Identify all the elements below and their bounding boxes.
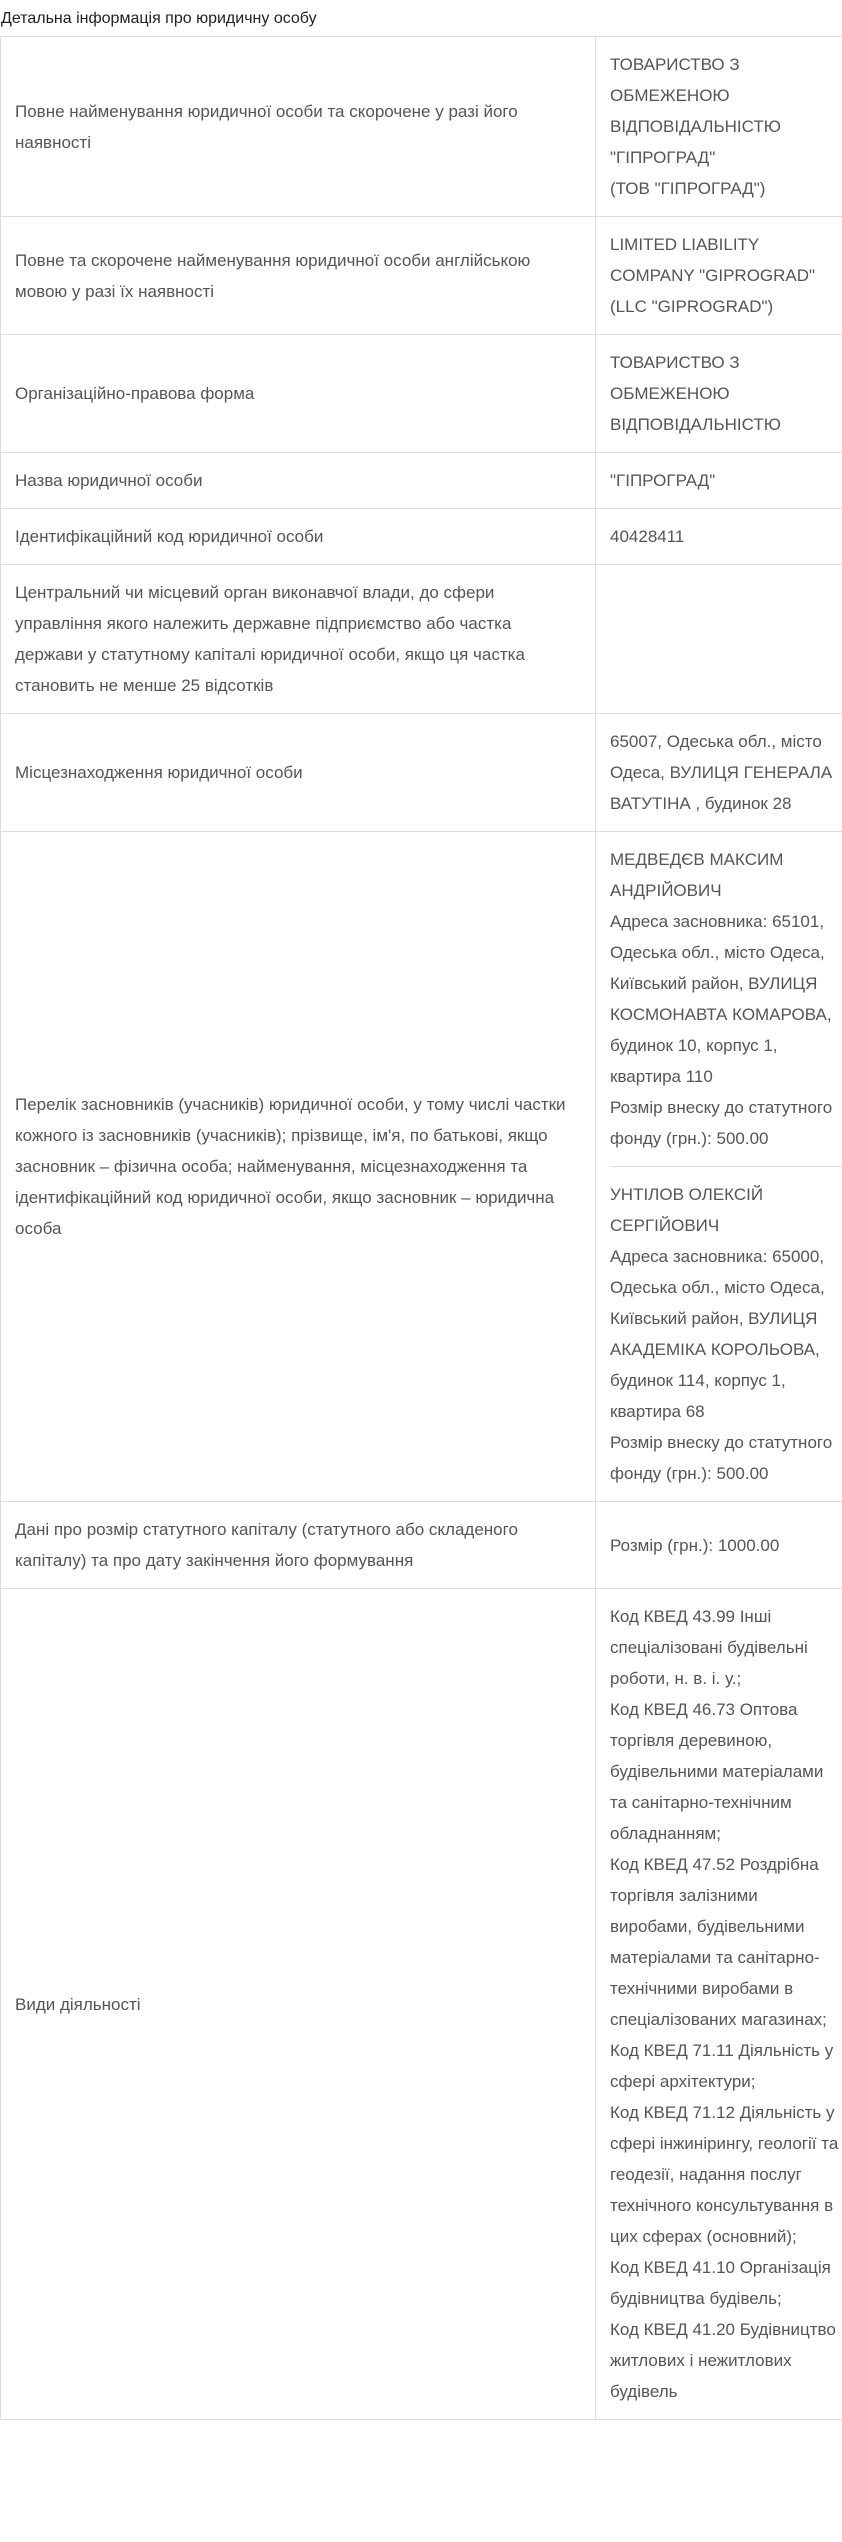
table-row-governing-authority (1, 565, 842, 714)
table-row-english-name (1, 217, 842, 335)
activities-list (596, 1589, 842, 2420)
row-label: Організаційно-правова форма (1, 335, 596, 453)
founder-entry (610, 1166, 842, 1489)
value-line: LIMITED LIABILITY COMPANY "GIPROGRAD" (610, 235, 816, 285)
row-label: Місцезнаходження юридичної особи (1, 714, 596, 832)
table-row-capital (1, 1502, 842, 1589)
row-label: Види діяльності (1, 1589, 596, 2420)
table-row-id-code (1, 509, 842, 565)
table-row-entity-name (1, 453, 842, 509)
founder-address: Адреса засновника: 65000, Одеська обл., місто Одеса, Київський район, ВУЛИЦЯ АКАДЕМІКА КОРОЛЬОВА, будинок 114, корпус 1, квартира 68 (610, 1247, 825, 1421)
row-value (596, 509, 842, 565)
activity-item: Код КВЕД 47.52 Роздрібна торгівля залізними виробами, будівельними матеріалами та санітарно-технічними виробами в спеціалізованих магазинах; (610, 1855, 827, 2029)
activity-item: Код КВЕД 46.73 Оптова торгівля деревиною, будівельними матеріалами та санітарно-технічним обладнанням; (610, 1700, 824, 1843)
value-line: ТОВАРИСТВО З ОБМЕЖЕНОЮ ВІДПОВІДАЛЬНІСТЮ (610, 353, 781, 434)
row-value (596, 335, 842, 453)
value-line: 40428411 (610, 527, 685, 546)
value-line: (LLC "GIPROGRAD") (610, 297, 774, 316)
activity-item: Код КВЕД 71.12 Діяльність у сфері інжинірингу, геології та геодезії, надання послуг технічного консультування в цих сферах (основний); (610, 2103, 839, 2246)
row-value (596, 714, 842, 832)
row-label: Дані про розмір статутного капіталу (статутного або складеного капіталу) та про дату закінчення його формування (1, 1502, 596, 1589)
table-row-location (1, 714, 842, 832)
page-title: Детальна інформація про юридичну особу (1, 10, 317, 27)
table-row-activities (1, 1589, 842, 2420)
activity-item: Код КВЕД 41.20 Будівництво житлових і нежитлових будівель (610, 2320, 836, 2401)
table-row-legal-form (1, 335, 842, 453)
founders-list (596, 832, 842, 1502)
activity-item: Код КВЕД 71.11 Діяльність у сфері архітектури; (610, 2041, 834, 2091)
founder-name: УНТІЛОВ ОЛЕКСІЙ СЕРГІЙОВИЧ (610, 1185, 764, 1235)
activity-item: Код КВЕД 43.99 Інші спеціалізовані будівельні роботи, н. в. і. у.; (610, 1607, 808, 1688)
row-label: Перелік засновників (учасників) юридичної особи, у тому числі частки кожного із засновників (учасників); прізвище, ім'я, по батькові, якщо засновник – фізична особа; найменування, місцезнаходження та ідентифікаційний код юридичної особи, якщо засновник – юридична особа (1, 832, 596, 1502)
row-value (596, 453, 842, 509)
row-label: Ідентифікаційний код юридичної особи (1, 509, 596, 565)
founder-address: Адреса засновника: 65101, Одеська обл., місто Одеса, Київський район, ВУЛИЦЯ КОСМОНАВТА КОМАРОВА, будинок 10, корпус 1, квартира 110 (610, 912, 832, 1086)
value-line: 65007, Одеська обл., місто Одеса, ВУЛИЦЯ ГЕНЕРАЛА ВАТУТІНА , будинок 28 (610, 732, 833, 813)
value-line: "ГІПРОГРАД" (610, 471, 716, 490)
row-value: Розмір (грн.): 1000.00 (596, 1502, 842, 1589)
row-value (596, 37, 842, 217)
legal-entity-info-table (0, 36, 842, 2420)
activity-item: Код КВЕД 41.10 Організація будівництва будівель; (610, 2258, 831, 2308)
value-line: (ТОВ "ГІПРОГРАД") (610, 179, 766, 198)
table-row-full-name (1, 37, 842, 217)
row-label: Центральний чи місцевий орган виконавчої влади, до сфери управління якого належить державне підприємство або частка держави у статутному капіталі юридичної особи, якщо ця частка становить не менше 25 відсотків (1, 565, 596, 714)
value-line: ТОВАРИСТВО З ОБМЕЖЕНОЮ ВІДПОВІДАЛЬНІСТЮ "ГІПРОГРАД" (610, 55, 781, 167)
table-row-founders (1, 832, 842, 1502)
row-label: Повне найменування юридичної особи та скорочене у разі його наявності (1, 37, 596, 217)
founder-contribution: Розмір внеску до статутного фонду (грн.): 500.00 (610, 1098, 833, 1148)
row-value (596, 565, 842, 714)
founder-entry (610, 844, 842, 1154)
row-label: Повне та скорочене найменування юридичної особи англійською мовою у разі їх наявності (1, 217, 596, 335)
founder-contribution: Розмір внеску до статутного фонду (грн.): 500.00 (610, 1433, 833, 1483)
row-label: Назва юридичної особи (1, 453, 596, 509)
row-value (596, 217, 842, 335)
founder-name: МЕДВЕДЄВ МАКСИМ АНДРІЙОВИЧ (610, 850, 784, 900)
